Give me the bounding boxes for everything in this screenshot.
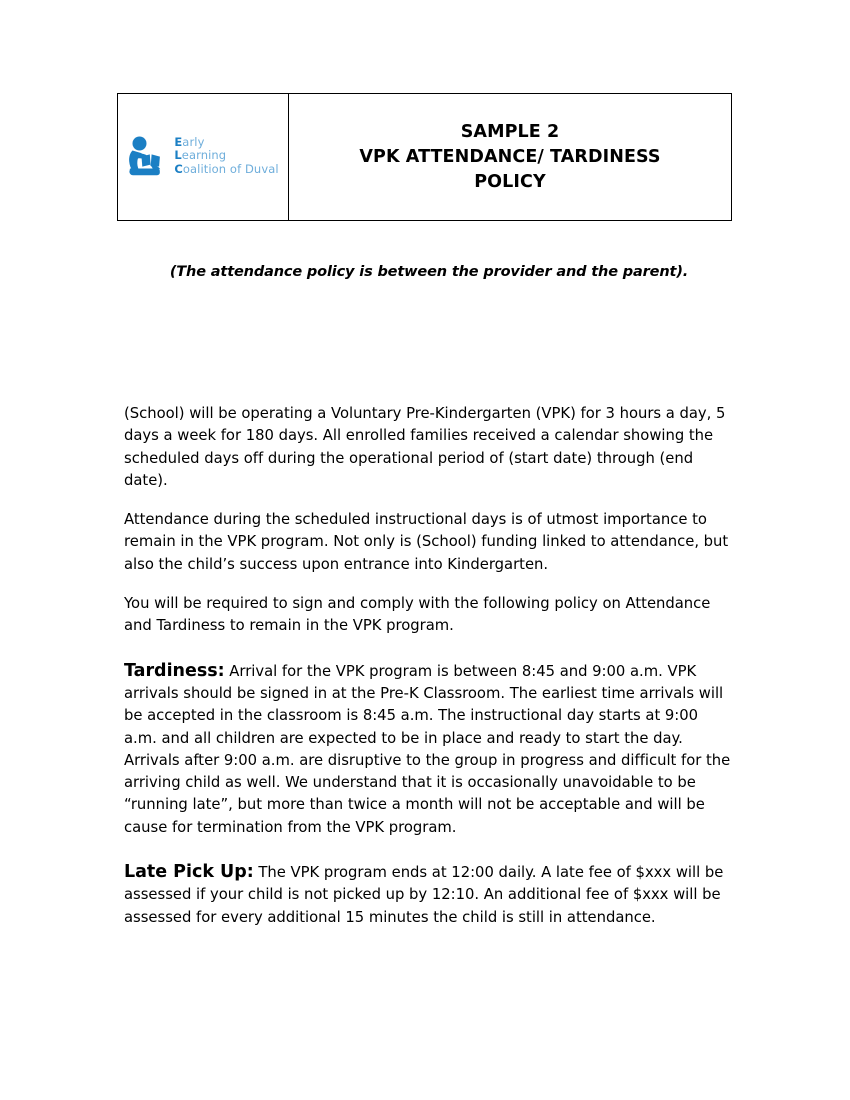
title-line-3: POLICY (474, 171, 546, 192)
paragraph-attendance-importance: Attendance during the scheduled instructional days is of utmost importance to remain in the VPK program. Not only is (School) funding linked to attendance, but also the child’s success upon entrance into Kindergarten. (124, 511, 729, 573)
page-title (353, 120, 666, 195)
section-tardiness (124, 660, 732, 839)
header-title-cell (289, 94, 731, 220)
document-body (124, 403, 732, 946)
header-table (117, 93, 732, 221)
organization-logo (127, 134, 278, 178)
child-reading-book-icon (127, 134, 169, 178)
title-line-2: VPK ATTENDANCE/ TARDINESS (359, 146, 661, 167)
logo-line-1: Early (174, 134, 205, 149)
title-line-1: SAMPLE 2 (460, 121, 560, 142)
header-logo-cell (118, 94, 289, 220)
paragraph-operating-schedule: (School) will be operating a Voluntary Pre-Kindergarten (VPK) for 3 hours a day, 5 days a week for 180 days. All enrolled families received a calendar showing the scheduled days off during the operational period of (start date) through (end date). (124, 405, 726, 489)
logo-line-3: Coalition of Duval (174, 161, 279, 176)
logo-wordmark (174, 136, 278, 177)
tardiness-text: Arrival for the VPK program is between 8:45 and 9:00 a.m. VPK arrivals should be signed in at the Pre-K Classroom. The earliest time arrivals will be accepted in the classroom is 8:45 a.m. The instructional day starts at 9:00 a.m. and all children are expected to be in place and ready to start the day. Arrivals after 9:00 a.m. are disruptive to the group in progress and difficult for the arriving child as well. We understand that it is occasionally unavoidable to be “running late”, but more than twice a month will not be acceptable and will be cause for termination from the VPK program. (124, 662, 731, 836)
late-pick-up-heading: Late Pick Up: (124, 862, 254, 883)
tardiness-heading: Tardiness: (124, 660, 225, 681)
logo-line-2: Learning (174, 148, 227, 163)
paragraph-policy-agreement: You will be required to sign and comply with the following policy on Attendance and Tardiness to remain in the VPK program. (124, 595, 711, 635)
late-pick-up-text: The VPK program ends at 12:00 daily. A late fee of $xxx will be assessed if your child is not picked up by 12:10. An additional fee of $xxx will be assessed for every additional 15 minutes the child is still in attendance. (124, 864, 724, 926)
section-late-pick-up (124, 861, 732, 929)
policy-subtitle: (The attendance policy is between the provider and the parent). (169, 264, 689, 280)
